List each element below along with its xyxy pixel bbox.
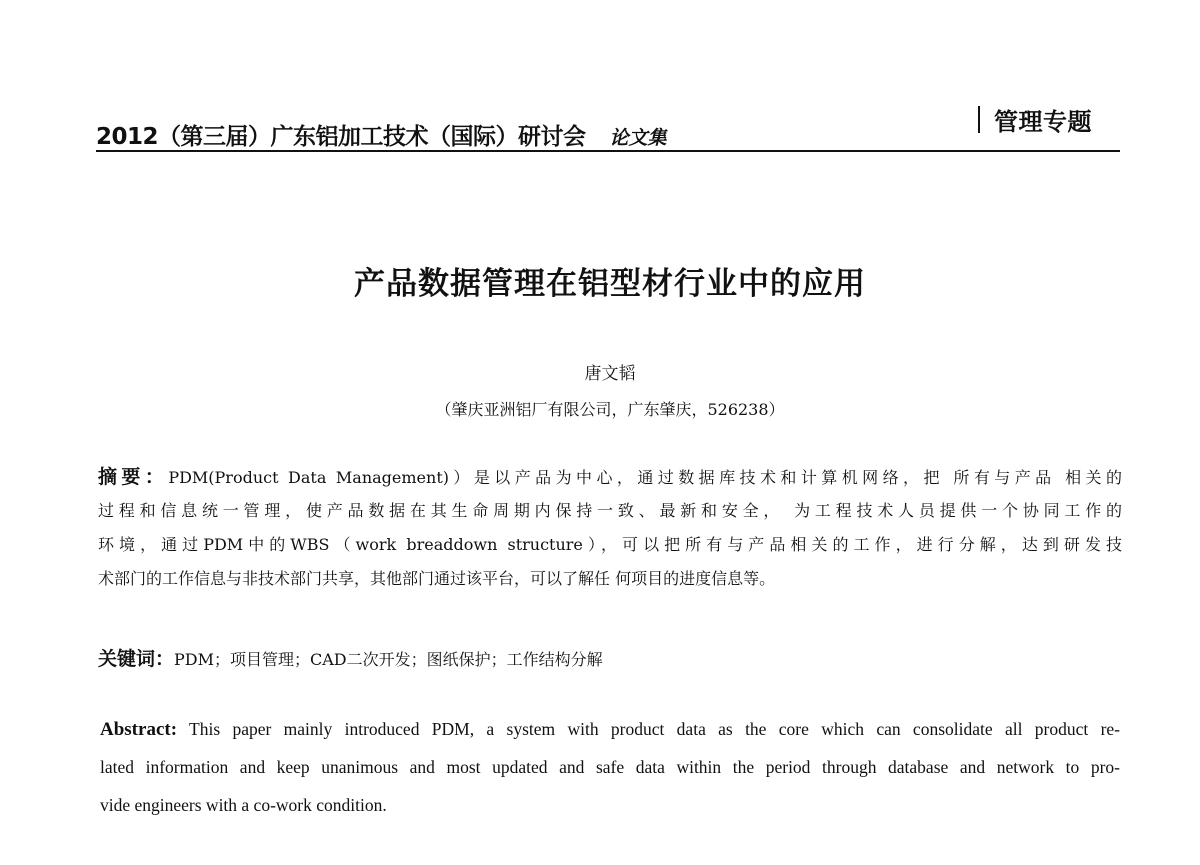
running-header xyxy=(96,118,676,154)
conference-title: 2012（第三届）广东铝加工技术（国际）研讨会 xyxy=(96,124,586,150)
paper-title: 产品数据管理在铝型材行业中的应用 xyxy=(354,266,866,302)
abstract-cn-label: 摘要： xyxy=(98,466,169,488)
keywords-line xyxy=(98,642,1122,676)
author-name: 唐文韬 xyxy=(584,364,636,384)
abstract-cn-line: 过程和信息统一管理，使产品数据在其生命周期内保持一致、最新和安全， 为工程技术人员提供一个协同工作的 xyxy=(98,501,1122,520)
header-rule xyxy=(96,150,1120,152)
section-tag xyxy=(978,102,1092,136)
abstract-cn-line: 术部门的工作信息与非技术部门共享，其他部门通过该平台，可以了解任 何项目的进度信息等。 xyxy=(98,569,776,588)
author-affiliation: （肇庆亚洲铝厂有限公司，广东肇庆，526238） xyxy=(435,400,785,419)
abstract-cn-line: 环境，通过PDM中的WBS（work breaddown structure），可以把所有与产品相关的工作，进行分解，达到研发技 xyxy=(98,535,1122,554)
proceedings-label: 论文集 xyxy=(609,127,667,149)
abstract-en-line: lated information and keep unanimous and most updated and safe data within the period through database and network to pro- xyxy=(100,757,1120,777)
abstract-cn xyxy=(98,460,1122,596)
abstract-en-line xyxy=(100,710,1120,748)
abstract-en xyxy=(100,710,1120,824)
keywords-text: PDM；项目管理；CAD二次开发；图纸保护；工作结构分解 xyxy=(174,650,603,669)
abstract-cn-text: PDM(Product Data Management)）是以产品为中心，通过数据库技术和计算机网络，把 所有与产品 相关的 xyxy=(168,468,1122,487)
keywords xyxy=(98,642,1122,676)
abstract-cn-line xyxy=(98,460,1122,494)
abstract-en-label: Abstract: xyxy=(100,719,178,740)
keywords-label: 关键词： xyxy=(98,648,175,670)
section-divider-bar xyxy=(978,106,980,133)
abstract-en-text: This paper mainly introduced PDM, a system with product data as the core which can consolidate all product re- xyxy=(189,719,1120,739)
abstract-en-line: vide engineers with a co-work condition. xyxy=(100,795,387,815)
section-label: 管理专题 xyxy=(994,107,1092,136)
